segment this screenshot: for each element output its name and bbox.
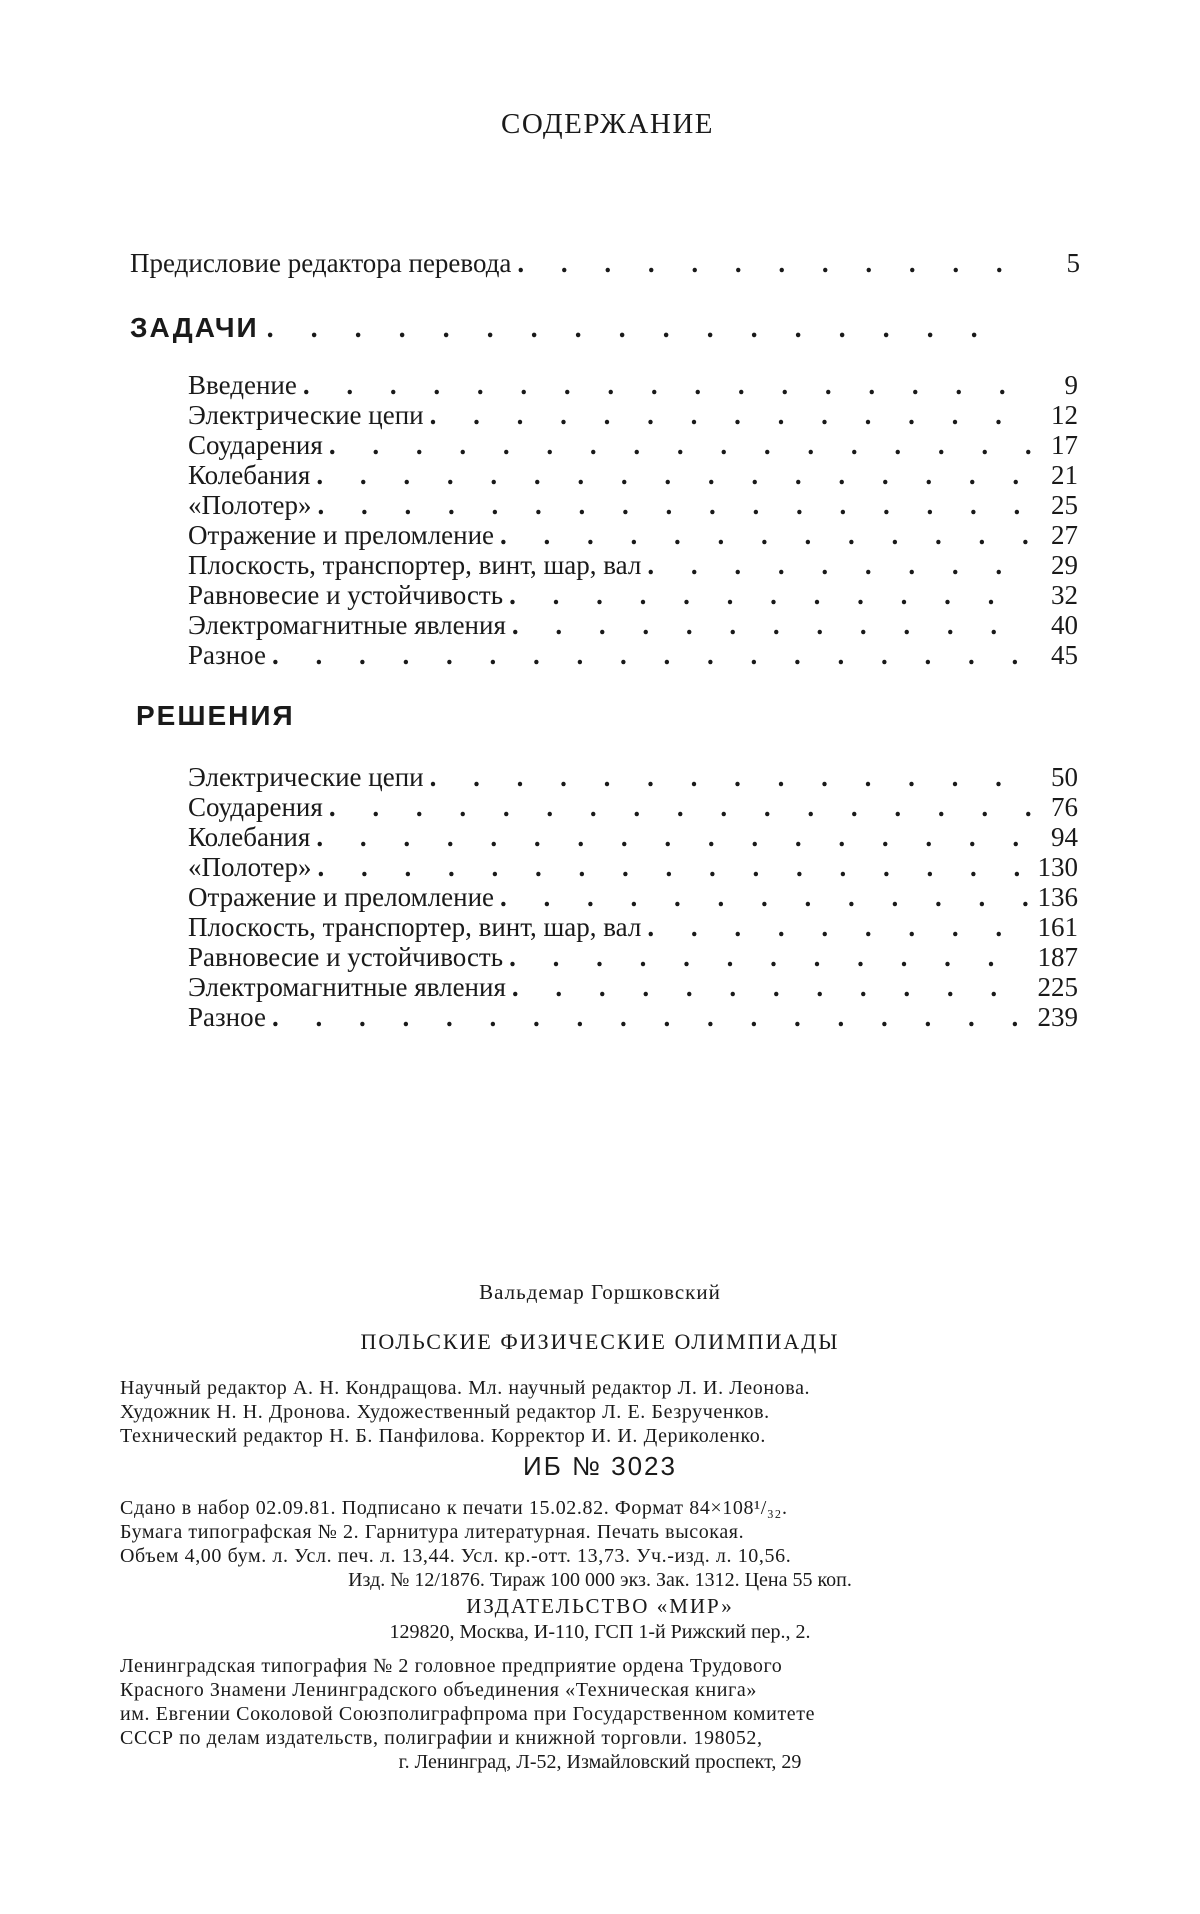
toc-page-number: 9 — [1064, 370, 1078, 400]
toc-page-number: 225 — [1037, 972, 1078, 1002]
toc-page-number: 239 — [1037, 1002, 1078, 1032]
dot-leader — [647, 912, 1031, 942]
toc-label: Электрические цепи — [188, 762, 424, 792]
toc-label: Соударения — [188, 792, 323, 822]
credit-line: Художник Н. Н. Дронова. Художественный редактор Л. Е. Безрученков. — [120, 1401, 770, 1423]
dot-leader — [509, 942, 1031, 972]
printer-line: Красного Знамени Ленинградского объединения «Техническая книга» — [120, 1679, 757, 1701]
author-name: Вальдемар Горшковский — [479, 1280, 721, 1304]
dot-leader — [316, 460, 1032, 490]
toc-page-number: 187 — [1037, 942, 1078, 972]
toc-row — [188, 640, 1078, 670]
editor-credits — [120, 1376, 1080, 1448]
book-title: ПОЛЬСКИЕ ФИЗИЧЕСКИЕ ОЛИМПИАДЫ — [360, 1329, 840, 1354]
toc-row — [188, 852, 1078, 882]
toc-page-number: 76 — [1051, 792, 1078, 822]
print-detail-line: Сдано в набор 02.09.81. Подписано к печати 15.02.82. Формат 84×108¹/₃₂. — [120, 1497, 788, 1519]
toc-row — [188, 460, 1078, 490]
toc-label: Колебания — [188, 822, 311, 852]
toc-label: Плоскость, транспортер, винт, шар, вал — [188, 550, 642, 580]
toc-row — [188, 912, 1078, 942]
dot-leader — [512, 610, 1032, 640]
toc-page-number: 17 — [1051, 430, 1078, 460]
print-detail-line: Бумага типографская № 2. Гарнитура литературная. Печать высокая. — [120, 1521, 745, 1543]
section-heading-label: ЗАДАЧИ — [130, 312, 259, 343]
toc-label: Разное — [188, 640, 266, 670]
toc-page-number: 136 — [1037, 882, 1078, 912]
toc-label: Электромагнитные явления — [188, 610, 506, 640]
printer-line: СССР по делам издательств, полиграфии и книжной торговли. 198052, — [120, 1727, 763, 1749]
toc-page-number: 27 — [1051, 520, 1078, 550]
toc-page-number: 5 — [1066, 248, 1080, 278]
toc-label: Предисловие редактора перевода — [130, 248, 512, 278]
dot-leader — [430, 400, 1032, 430]
section-heading-label: РЕШЕНИЯ — [136, 700, 295, 731]
toc-label: Равновесие и устойчивость — [188, 942, 504, 972]
printer-info — [120, 1654, 1080, 1750]
toc-row — [188, 520, 1078, 550]
toc-row — [188, 430, 1078, 460]
toc-row — [188, 1002, 1078, 1032]
toc-page-number: 25 — [1051, 490, 1078, 520]
toc-page-number: 161 — [1037, 912, 1078, 942]
ib-number: ИБ № 3023 — [523, 1451, 677, 1481]
toc-row — [188, 490, 1078, 520]
printer-line: Ленинградская типография № 2 головное предприятие ордена Трудового — [120, 1655, 783, 1677]
dot-leader — [647, 550, 1032, 580]
printer-line: им. Евгении Соколовой Союзполиграфпрома при Государственном комитете — [120, 1703, 816, 1725]
dot-leader — [517, 248, 1034, 278]
dot-leader — [267, 313, 987, 345]
toc-label: Введение — [188, 370, 297, 400]
toc-label: Электрические цепи — [188, 400, 424, 430]
dot-leader — [316, 822, 1032, 852]
dot-leader — [500, 520, 1032, 550]
dot-leader — [272, 1002, 1032, 1032]
toc-row-preface — [130, 248, 1080, 278]
dot-leader — [509, 580, 1032, 610]
dot-leader — [512, 972, 1032, 1002]
credit-line: Технический редактор Н. Б. Панфилова. Корректор И. И. Дериколенко. — [120, 1425, 766, 1447]
toc-row — [188, 762, 1078, 792]
toc-row — [188, 580, 1078, 610]
toc-page-number: 40 — [1051, 610, 1078, 640]
toc-row — [188, 610, 1078, 640]
credit-line: Научный редактор А. Н. Кондращова. Мл. научный редактор Л. И. Леонова. — [120, 1377, 811, 1399]
toc-row — [188, 882, 1078, 912]
section-heading-zadachi — [130, 312, 987, 345]
print-detail-line: Объем 4,00 бум. л. Усл. печ. л. 13,44. Усл. кр.-отт. 13,73. Уч.-изд. л. 10,56. — [120, 1545, 792, 1567]
toc-label: Соударения — [188, 430, 323, 460]
toc-page-number: 21 — [1051, 460, 1078, 490]
toc-label: Равновесие и устойчивость — [188, 580, 504, 610]
page-title: СОДЕРЖАНИЕ — [501, 108, 714, 140]
dot-leader — [430, 762, 1032, 792]
publisher-name: ИЗДАТЕЛЬСТВО «МИР» — [466, 1594, 734, 1618]
toc-page-number: 50 — [1051, 762, 1078, 792]
toc-page-number: 32 — [1051, 580, 1078, 610]
dot-leader — [500, 882, 1031, 912]
print-details — [120, 1496, 1080, 1568]
toc-row — [188, 370, 1078, 400]
dot-leader — [329, 792, 1032, 822]
toc-label: Электромагнитные явления — [188, 972, 506, 1002]
toc-page-number: 130 — [1037, 852, 1078, 882]
toc-row — [188, 550, 1078, 580]
toc-label: Отражение и преломление — [188, 882, 495, 912]
printer-address: г. Ленинград, Л-52, Измайловский проспект, 29 — [398, 1751, 802, 1773]
toc-page-number: 45 — [1051, 640, 1078, 670]
publisher-address: 129820, Москва, И-110, ГСП 1-й Рижский пер., 2. — [389, 1621, 811, 1643]
section-heading-resheniya — [136, 700, 295, 732]
toc-row — [188, 942, 1078, 972]
toc-page-number: 29 — [1051, 550, 1078, 580]
toc-label: «Полотер» — [188, 852, 312, 882]
toc-row — [188, 822, 1078, 852]
dot-leader — [329, 430, 1032, 460]
toc-page-number: 12 — [1051, 400, 1078, 430]
toc-label: Плоскость, транспортер, винт, шар, вал — [188, 912, 642, 942]
toc-label: Отражение и преломление — [188, 520, 495, 550]
dot-leader — [303, 370, 1032, 400]
toc-page-number: 94 — [1051, 822, 1078, 852]
toc-label: «Полотер» — [188, 490, 312, 520]
toc-row — [188, 400, 1078, 430]
dot-leader — [272, 640, 1032, 670]
toc-row — [188, 972, 1078, 1002]
toc-label: Колебания — [188, 460, 311, 490]
dot-leader — [318, 852, 1032, 882]
dot-leader — [318, 490, 1032, 520]
order-line: Изд. № 12/1876. Тираж 100 000 экз. Зак. 1312. Цена 55 коп. — [348, 1569, 852, 1591]
toc-row — [188, 792, 1078, 822]
toc-label: Разное — [188, 1002, 266, 1032]
